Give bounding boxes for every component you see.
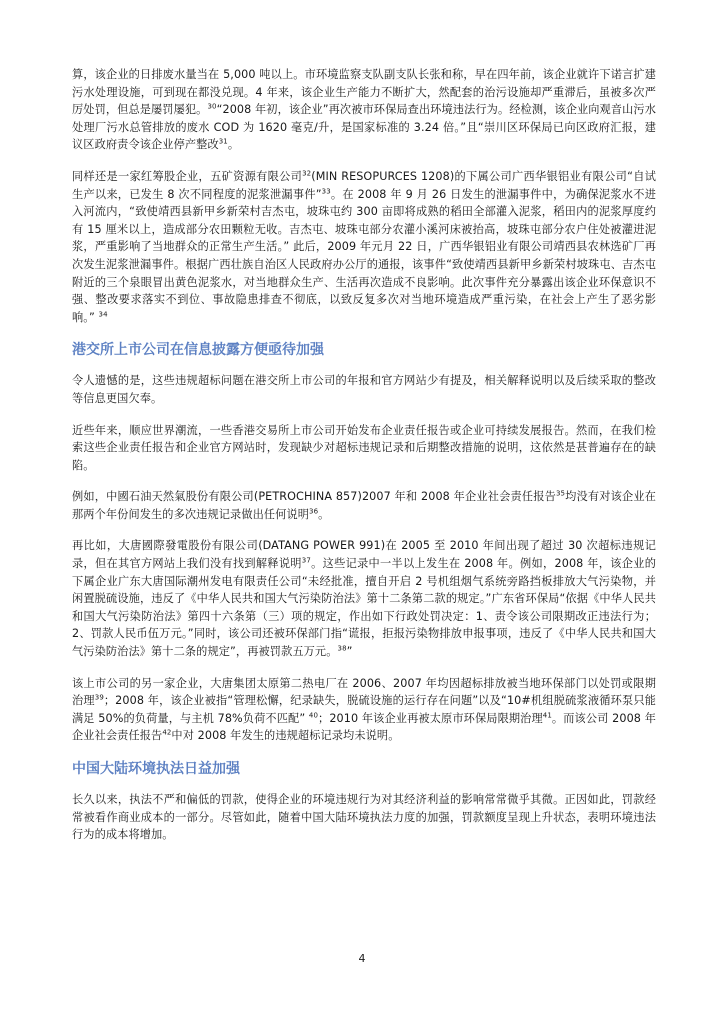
text-run: 。在 2008 年 9 月 26 日发生的泄漏事件中，为确保泥浆水不进入河流内，“致使靖西县新甲乡新荣村吉杰屯，坡珠屯约 300 亩即将成熟的稻田全部灌入泥浆，稻田内的泥浆厚度约有 15 厘米以上，造成部分农田颗粒无收。吉杰屯、坡珠屯部分农灌小溪河床被抬高，坡珠屯部分农户住处被灌进泥浆，严重影响了当地群众的正常生产生活。” 此后，2009 年元月 22 日，广西华银铝业有限公司靖西县农林选矿厂再次发生泥浆泄漏事件。根据广西壮族自治区人民政府办公厅的通报，该事件“致使靖西县新甲乡新荣村坡珠屯、吉杰屯附近的三个泉眼冒出黄色泥浆水，对当地群众生产、生活再次造成不良影响。此次事件充分暴露出该企业环保意识不强、整改要求落实不到位、事故隐患排查不彻底，以致反复多次对当地环境造成严重污染，在社会上产生了恶劣影响。”	[72, 187, 656, 324]
paragraph-petrochina	[72, 488, 656, 523]
text-run: 同样还是一家红筹股企业，五矿资源有限公司	[72, 169, 303, 183]
paragraph-datang-taiyuan	[72, 675, 656, 745]
text-run: 。这些记录中一半以上发生在 2008 年。例如，2008 年，该企业的下属企业广东大唐国际潮州发电有限责任公司“未经批准，擅自开启 2 号机组烟气系统旁路挡板排放大气污染物，并闲置脱硫设施，违反了《中华人民共和国大气污染防治法》第十二条第二款的规定。”广东省环保局“依据《中华人民共和国大气污染防治法》第四十六条第（三）项的规定，作出如下行政处罚决定：1、责令该公司限期改正违法行为；2、罚款人民币伍万元。”同时，该公司还被环保部门指“谎报，拒报污染物排放申报事项，违反了《中华人民共和国大气污染防治法》第十二条的规定”，再被罚款五万元。	[72, 557, 656, 659]
text-run: 中对 2008 年发生的违规超标记录均未说明。	[171, 729, 400, 743]
page-number: 4	[358, 952, 366, 965]
footnote-marker: 40	[308, 711, 319, 720]
paragraph-enforcement	[72, 791, 656, 844]
footnote-marker: 36	[309, 507, 319, 516]
text-run: 长久以来，执法不严和偏低的罚款，使得企业的环境违规行为对其经济利益的影响常常微乎其微。正因如此，罚款经常被看作商业成本的一部分。尽管如此，随着中国大陆环境执法力度的加强，罚款额度呈现上升状态，表明环境违法行为的成本将增加。	[72, 793, 656, 842]
text-run: (MIN RESOPURCES 1208)的下属公司广西华银铝业有限公司“自试生产以来，已发生 8 次不同程度的泥浆泄漏事件”	[72, 169, 656, 201]
text-run: 该上市公司的另一家企业，大唐集团太原第二热电厂在 2006、2007 年均因超标排放被当地环保部门以处罚或限期治理	[72, 676, 656, 708]
text-run: 近些年来，顺应世界潮流，一些香港交易所上市公司开始发布企业责任报告或企业可持续发展报告。然而，在我们检索这些企业责任报告和企业官方网站时，发现缺少对超标违规记录和后期整改措施的说明，这依然是甚普遍存在的缺陷。	[72, 423, 656, 472]
paragraph-regret	[72, 372, 656, 407]
footnote-marker: 34	[98, 309, 108, 318]
footnote-marker: 41	[542, 711, 552, 720]
text-run: 。	[227, 138, 240, 152]
section-heading-mainland-enforcement: 中国大陆环境执法日益加强	[72, 761, 240, 777]
footnote-marker: 35	[555, 489, 566, 498]
text-run: 均没有对该企业在那两个年份间发生的多次违规记录做出任何说明	[72, 490, 656, 521]
footnote-marker: 32	[302, 169, 312, 178]
text-run: 算，该企业的日排废水量当在 5,000 吨以上。市环境监察支队副支队长张和称，早在四年前，该企业就许下诺言扩建污水处理设施，可到现在都没兑现。4 年来，该企业生产能力不断扩大，然配套的治污设施却严重滞后，虽被多次严厉处罚，但总是屡罚屡犯。	[72, 68, 656, 117]
footnote-marker: 39	[94, 693, 104, 702]
footnote-marker: 31	[218, 137, 228, 146]
section-heading-hkex-disclosure: 港交所上市公司在信息披露方便亟待加强	[72, 342, 324, 359]
paragraph-minmetals-huayin	[72, 168, 656, 326]
text-run: 令人遗憾的是，这些违规超标问题在港交所上市公司的年报和官方网站少有提及，相关解释说明以及后续采取的整改等信息更国欠奉。	[72, 374, 656, 405]
document-page	[72, 66, 656, 858]
paragraph-wastewater-enterprise	[72, 66, 656, 154]
text-run: ；2010 年该企业再被太原市环保局限期治理	[318, 711, 543, 725]
paragraph-csr-reports	[72, 422, 656, 475]
text-run: ”	[346, 645, 353, 659]
text-run: 再比如，大唐國際發電股份有限公司(DATANG POWER 991)在 2005 至 2010 年间出现了超过 30 次超标违规记录，但在其官方网站上我们没有找到解释说明	[72, 539, 656, 571]
paragraph-datang-power	[72, 537, 656, 660]
footnote-marker: 42	[162, 728, 172, 737]
text-run: 例如，中國石油天然氣股份有限公司(PETROCHINA 857)2007 年和 2008 年企业社会责任报告	[72, 490, 556, 504]
text-run: 。而该公司 2008 年企业社会责任报告	[72, 711, 656, 743]
footnote-marker: 30	[207, 102, 217, 111]
text-run: “2008 年初，该企业”再次被市环保局查出环境违法行为。经检测，该企业向观音山污水处理厂污水总管排放的废水 COD 为 1620 毫克/升，是国家标准的 3.24 倍。”且“崇川区环保局已向区政府汇报，建议区政府责令该企业停产整改	[72, 103, 656, 152]
text-run: 。	[318, 507, 330, 521]
text-run: ；2008 年，该企业被指“管理松懈，纪录缺失，脱硫设施的运行存在问题”以及“10#机组脱硫浆液循环泵只能满足 50%的负荷量，与主机 78%负荷不匹配”	[72, 694, 657, 725]
footnote-marker: 33	[321, 186, 331, 195]
footnote-marker: 38	[337, 644, 347, 653]
footnote-marker: 37	[301, 556, 311, 565]
